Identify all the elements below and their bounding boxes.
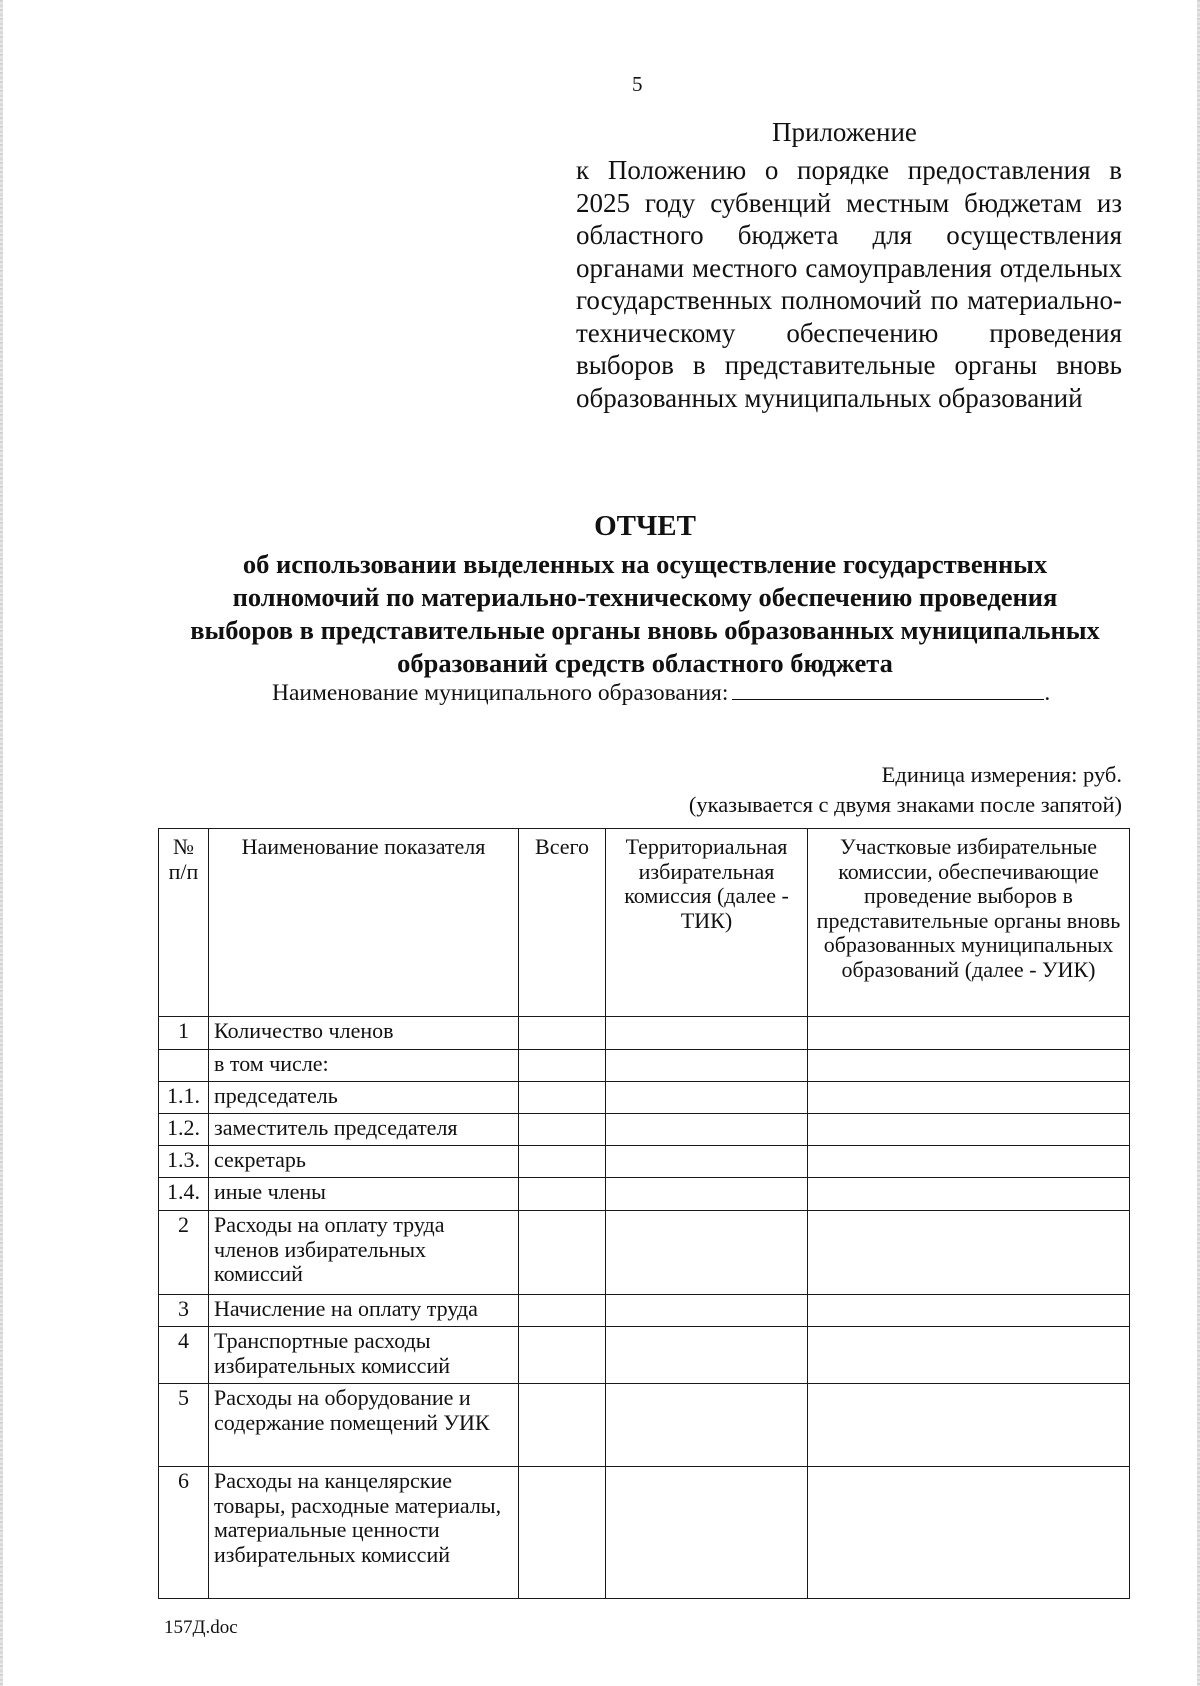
row-total-cell bbox=[519, 1467, 606, 1599]
row-uik-cell bbox=[808, 1384, 1130, 1467]
municipality-blank-field bbox=[732, 675, 1044, 700]
row-tik-cell bbox=[606, 1211, 808, 1295]
row-uik-cell bbox=[808, 1327, 1130, 1384]
row-tik-cell bbox=[606, 1178, 808, 1211]
row-name: Расходы на оплату труда членов избирательных комиссий bbox=[209, 1211, 519, 1295]
row-name: Количество членов bbox=[209, 1017, 519, 1050]
units-note bbox=[689, 760, 1122, 820]
scan-edge-left bbox=[0, 0, 3, 1686]
row-num: 5 bbox=[159, 1384, 209, 1467]
row-name: Расходы на канцелярские товары, расходные материалы, материальные ценности избирательных комиссий bbox=[209, 1467, 519, 1599]
header-tik: Территориальная избирательная комиссия (далее - ТИК) bbox=[606, 829, 808, 1017]
row-num: 1 bbox=[159, 1017, 209, 1050]
appendix-title: Приложение bbox=[772, 117, 917, 147]
municipality-line bbox=[272, 675, 1050, 707]
row-tik-cell bbox=[606, 1146, 808, 1178]
report-subtitle: об использовании выделенных на осуществление государственных полномочий по материально-техническому обеспечению проведения выборов в представительные органы вновь образованных муниципальных образований средств областного бюджета bbox=[190, 549, 1100, 678]
row-num bbox=[159, 1050, 209, 1082]
row-name: заместитель председателя bbox=[209, 1114, 519, 1146]
row-name: Расходы на оборудование и содержание помещений УИК bbox=[209, 1384, 519, 1467]
row-tik-cell bbox=[606, 1384, 808, 1467]
row-num: 6 bbox=[159, 1467, 209, 1599]
units-line-1: Единица измерения: руб. bbox=[881, 762, 1122, 787]
row-uik-cell bbox=[808, 1467, 1130, 1599]
table-row bbox=[159, 1146, 1130, 1178]
header-name: Наименование показателя bbox=[209, 829, 519, 1017]
row-tik-cell bbox=[606, 1017, 808, 1050]
row-num: 1.4. bbox=[159, 1178, 209, 1211]
table-row bbox=[159, 1384, 1130, 1467]
row-uik-cell bbox=[808, 1178, 1130, 1211]
row-uik-cell bbox=[808, 1295, 1130, 1327]
table-header-row bbox=[159, 829, 1130, 1017]
row-name: иные члены bbox=[209, 1178, 519, 1211]
row-total-cell bbox=[519, 1017, 606, 1050]
row-total-cell bbox=[519, 1114, 606, 1146]
row-uik-cell bbox=[808, 1017, 1130, 1050]
row-total-cell bbox=[519, 1211, 606, 1295]
row-uik-cell bbox=[808, 1146, 1130, 1178]
row-tik-cell bbox=[606, 1114, 808, 1146]
row-num: 2 bbox=[159, 1211, 209, 1295]
units-line-2: (указывается с двумя знаками после запятой) bbox=[688, 792, 1122, 817]
row-tik-cell bbox=[606, 1082, 808, 1114]
appendix-text: к Положению о порядке предоставления в 2025 году субвенций местным бюджетам из областного бюджета для осуществления органами местного самоуправления отдельных государственных полномочий по материально-техническому обеспечению проведения выборов в представительные органы вновь образованных муниципальных образований bbox=[576, 155, 1122, 413]
row-tik-cell bbox=[606, 1050, 808, 1082]
row-total-cell bbox=[519, 1146, 606, 1178]
footer-filename: 157Д.doc bbox=[164, 1617, 238, 1638]
header-num: № п/п bbox=[159, 829, 209, 1017]
header-uik: Участковые избирательные комиссии, обеспечивающие проведение выборов в представительные органы вновь образованных муниципальных образований (далее - УИК) bbox=[808, 829, 1130, 1017]
row-total-cell bbox=[519, 1295, 606, 1327]
row-num: 1.1. bbox=[159, 1082, 209, 1114]
row-total-cell bbox=[519, 1327, 606, 1384]
row-num: 3 bbox=[159, 1295, 209, 1327]
row-uik-cell bbox=[808, 1211, 1130, 1295]
table-row bbox=[159, 1114, 1130, 1146]
row-num: 4 bbox=[159, 1327, 209, 1384]
report-table bbox=[158, 828, 1130, 1599]
table-row bbox=[159, 1295, 1130, 1327]
municipality-label: Наименование муниципального образования: bbox=[272, 680, 729, 706]
table-row bbox=[159, 1017, 1130, 1050]
table-row bbox=[159, 1211, 1130, 1295]
row-tik-cell bbox=[606, 1467, 808, 1599]
table-row bbox=[159, 1050, 1130, 1082]
row-num: 1.2. bbox=[159, 1114, 209, 1146]
row-total-cell bbox=[519, 1384, 606, 1467]
page-number: 5 bbox=[632, 72, 643, 96]
municipality-end: . bbox=[1044, 680, 1051, 706]
row-uik-cell bbox=[808, 1082, 1130, 1114]
row-num: 1.3. bbox=[159, 1146, 209, 1178]
row-total-cell bbox=[519, 1082, 606, 1114]
report-title: ОТЧЕТ bbox=[594, 510, 696, 542]
table-row bbox=[159, 1327, 1130, 1384]
row-name: в том числе: bbox=[209, 1050, 519, 1082]
row-total-cell bbox=[519, 1178, 606, 1211]
row-total-cell bbox=[519, 1050, 606, 1082]
table-row bbox=[159, 1178, 1130, 1211]
header-total: Всего bbox=[519, 829, 606, 1017]
row-tik-cell bbox=[606, 1295, 808, 1327]
table-row bbox=[159, 1082, 1130, 1114]
row-name: Начисление на оплату труда bbox=[209, 1295, 519, 1327]
row-name: Транспортные расходы избирательных комиссий bbox=[209, 1327, 519, 1384]
row-tik-cell bbox=[606, 1327, 808, 1384]
row-uik-cell bbox=[808, 1114, 1130, 1146]
row-name: председатель bbox=[209, 1082, 519, 1114]
row-name: секретарь bbox=[209, 1146, 519, 1178]
table-row bbox=[159, 1467, 1130, 1599]
row-uik-cell bbox=[808, 1050, 1130, 1082]
